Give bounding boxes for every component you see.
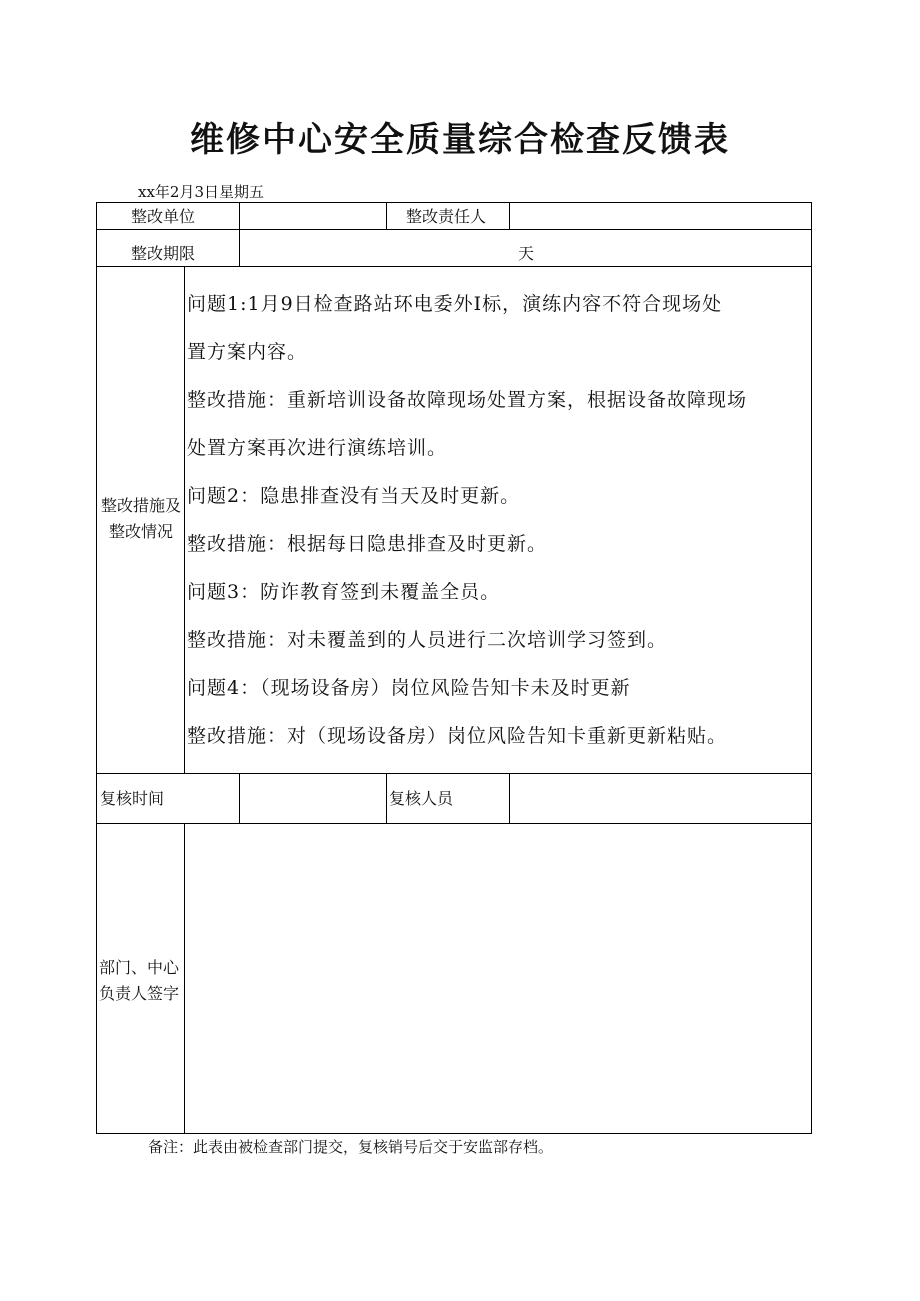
- row-divider: [96, 773, 812, 774]
- footer-note: 备注：此表由被检查部门提交，复核销号后交于安监部存档。: [148, 1138, 554, 1156]
- col-divider: [239, 202, 240, 267]
- form-date: xx年2月3日星期五: [138, 183, 265, 201]
- col-divider: [509, 202, 510, 230]
- content-line: 问题4：（现场设备房）岗位风险告知卡未及时更新: [187, 677, 631, 699]
- content-line: 整改措施：根据每日隐患排查及时更新。: [187, 533, 548, 555]
- row-divider: [96, 229, 812, 230]
- label-responsible: 整改责任人: [406, 207, 487, 226]
- content-line: 置方案内容。: [187, 341, 308, 363]
- label-review-time: 复核时间: [100, 789, 165, 808]
- content-line: 整改措施：对未覆盖到的人员进行二次培训学习签到。: [187, 629, 668, 651]
- col-divider: [386, 773, 387, 824]
- col-divider: [509, 773, 510, 824]
- row-divider: [96, 823, 812, 824]
- content-line: 处置方案再次进行演练培训。: [187, 437, 448, 459]
- label-sign-line2: 负责人签字: [99, 984, 180, 1003]
- table-border-left: [96, 202, 97, 1134]
- label-unit: 整改单位: [131, 207, 196, 226]
- content-line: 整改措施：重新培训设备故障现场处置方案，根据设备故障现场: [187, 389, 748, 411]
- measures-content: [187, 280, 802, 760]
- col-divider: [239, 773, 240, 824]
- content-line: 问题1:1月9日检查路站环电委外I标，演练内容不符合现场处: [187, 293, 723, 315]
- label-measures-line2: 整改情况: [108, 522, 173, 541]
- col-divider: [184, 266, 185, 774]
- col-divider: [386, 202, 387, 230]
- form-title: 维修中心安全质量综合检查反馈表: [190, 120, 730, 160]
- label-reviewer: 复核人员: [389, 789, 454, 808]
- content-line: 整改措施：对（现场设备房）岗位风险告知卡重新更新粘贴。: [187, 725, 728, 747]
- label-sign: [99, 958, 185, 1004]
- label-measures: [98, 496, 184, 542]
- label-measures-line1: 整改措施及: [100, 496, 181, 515]
- deadline-unit: 天: [518, 244, 535, 263]
- label-deadline: 整改期限: [131, 244, 196, 263]
- table-border-bottom: [96, 1133, 812, 1134]
- content-line: 问题2：隐患排查没有当天及时更新。: [187, 485, 521, 507]
- table-border-right: [811, 202, 812, 1134]
- table-border-top: [96, 202, 812, 203]
- row-divider: [96, 266, 812, 267]
- label-sign-line1: 部门、中心: [99, 958, 180, 977]
- content-line: 问题3：防诈教育签到未覆盖全员。: [187, 581, 501, 603]
